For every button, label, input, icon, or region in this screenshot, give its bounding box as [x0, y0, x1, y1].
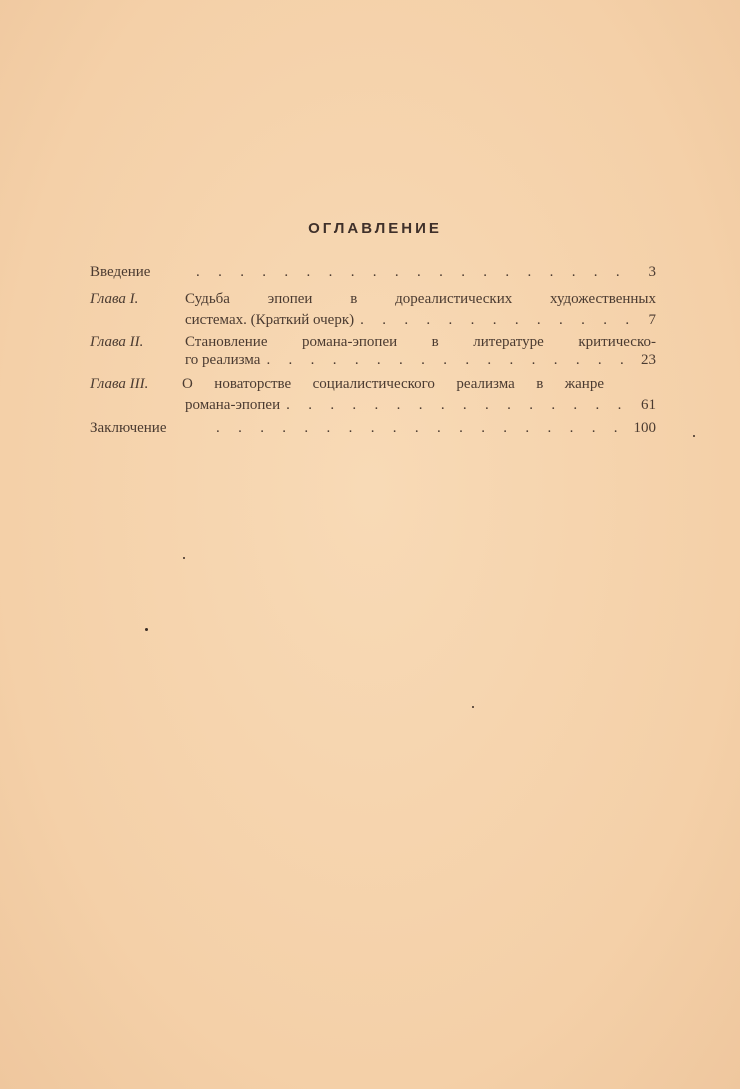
- paper-speck: [145, 628, 148, 631]
- dot-leader: [196, 262, 630, 282]
- entry-text: Судьба эпопеи в дореалистических художественных: [185, 291, 656, 307]
- toc-entry-chapter-3: [90, 374, 656, 394]
- toc-entry-conclusion: [90, 418, 656, 438]
- entry-text: Становление романа-эпопеи в литературе критическо-: [185, 334, 656, 350]
- toc-entry-chapter-3-cont: [90, 395, 656, 415]
- entry-text: системах. (Краткий очерк): [185, 312, 355, 328]
- entry-text: О новаторстве социалистического реализма в жанре: [182, 376, 604, 392]
- dot-leader: [266, 350, 630, 370]
- toc-entry-chapter-2-cont: [90, 350, 656, 370]
- page-number: 3: [648, 264, 656, 280]
- page-number: 7: [648, 312, 656, 328]
- page-number: 100: [633, 420, 656, 436]
- dot-leader: [216, 418, 628, 438]
- paper-speck: [183, 557, 185, 559]
- page-number: 23: [641, 352, 656, 368]
- toc-entry-chapter-1-cont: [90, 310, 656, 330]
- entry-text: го реализма: [185, 352, 261, 368]
- entry-text: романа-эпопеи: [185, 397, 281, 413]
- toc-entry-chapter-1: [90, 289, 656, 309]
- toc-entry-introduction: [90, 262, 656, 282]
- chapter-label: Глава II.: [90, 334, 144, 350]
- entry-text: Введение: [90, 264, 151, 280]
- page-number: 61: [641, 397, 656, 413]
- toc-entry-chapter-2: [90, 332, 656, 352]
- chapter-label: Глава III.: [90, 376, 149, 392]
- entry-text: Заключение: [90, 420, 167, 436]
- dot-leader: [360, 310, 630, 330]
- paper-speck: [472, 706, 474, 708]
- chapter-label: Глава I.: [90, 291, 139, 307]
- paper-speck: [693, 435, 695, 437]
- toc-title: ОГЛАВЛЕНИЕ: [308, 220, 442, 237]
- dot-leader: [286, 395, 630, 415]
